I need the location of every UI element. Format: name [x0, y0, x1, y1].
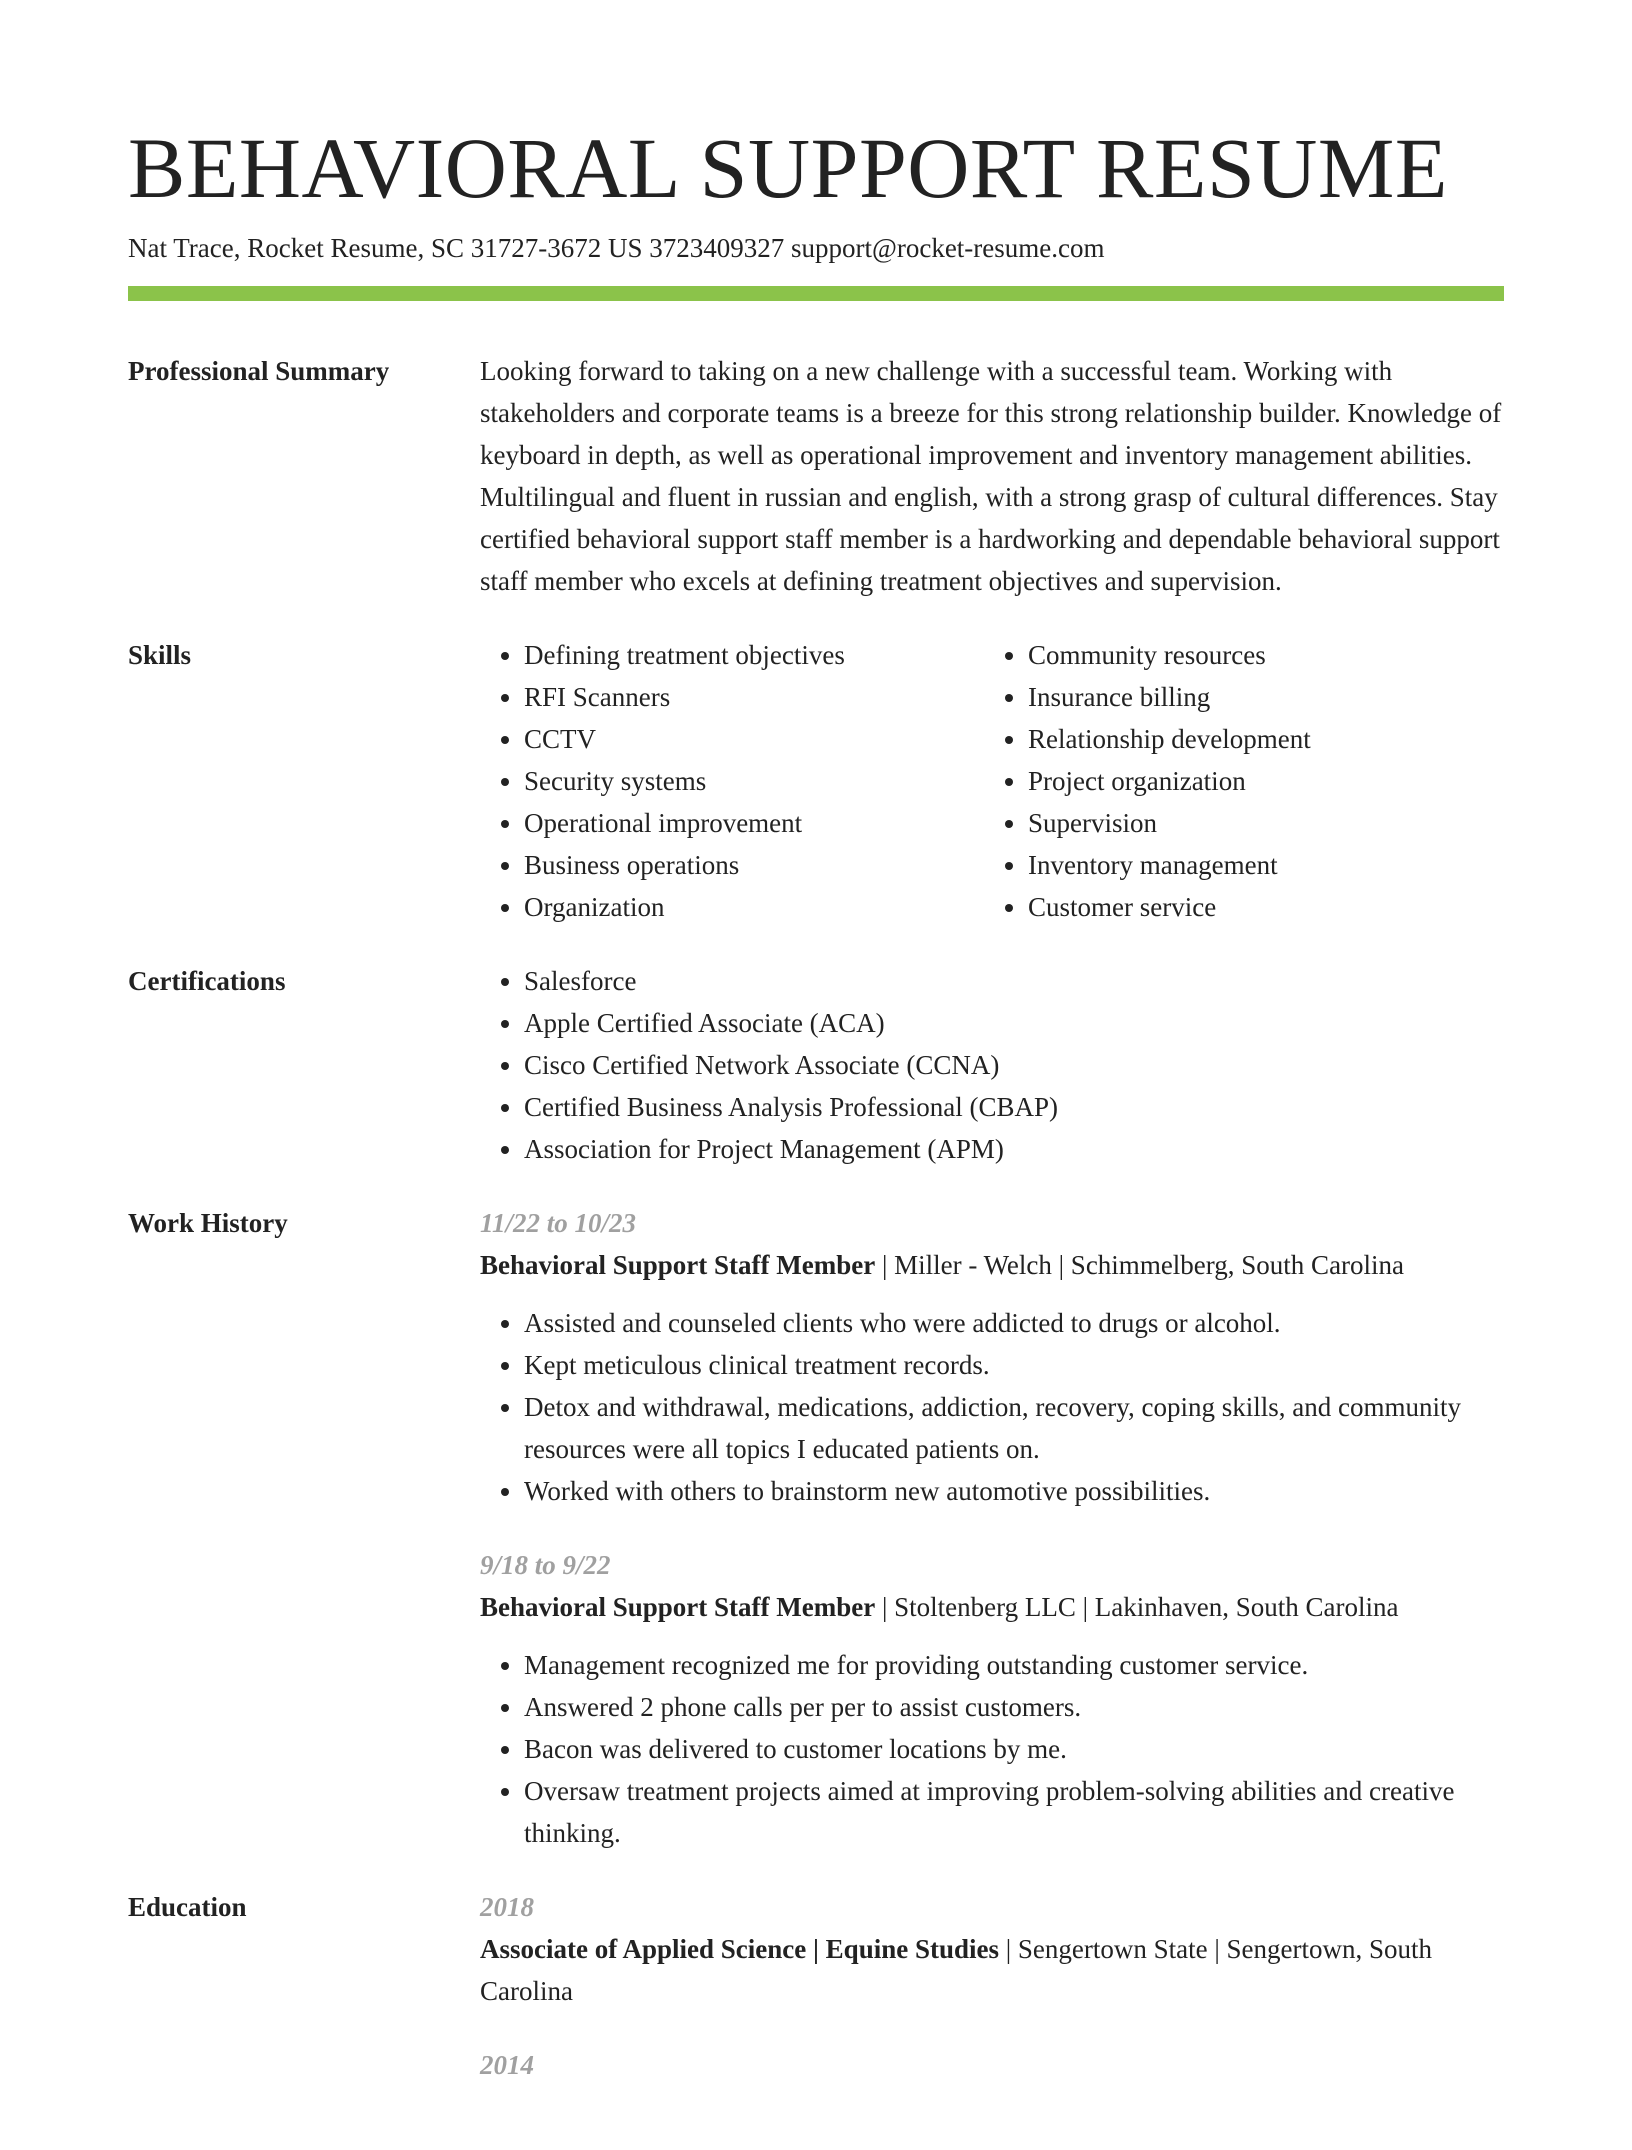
- job-bullet: • Detox and withdrawal, medications, addiction, recovery, coping skills, and community resources were all topics I educated patients on.: [524, 1386, 1504, 1470]
- skills-list-right: [984, 634, 1488, 928]
- job-bullet: • Bacon was delivered to customer locations by me.: [524, 1728, 1504, 1770]
- job-details: | Stoltenberg LLC | Lakinhaven, South Carolina: [875, 1592, 1399, 1622]
- skill-item: • Supervision: [1028, 802, 1488, 844]
- education-heading: [480, 1928, 1504, 2012]
- work-history-body: [480, 1202, 1504, 1854]
- job-entry: [480, 1202, 1504, 1512]
- skills-section: [128, 634, 1504, 928]
- education-details: | Sengertown State | Sengertown, South Carolina: [480, 1934, 1433, 2006]
- certifications-list: [480, 960, 1504, 1170]
- skill-item: • Security systems: [524, 760, 984, 802]
- skill-item: • Business operations: [524, 844, 984, 886]
- skill-item: • Defining treatment objectives: [524, 634, 984, 676]
- skills-label: Skills: [128, 640, 192, 670]
- accent-divider: [128, 286, 1504, 301]
- job-title: Behavioral Support Staff Member: [480, 1592, 876, 1622]
- skill-item: • RFI Scanners: [524, 676, 984, 718]
- education-section: [128, 1886, 1504, 2118]
- job-heading: [480, 1586, 1504, 1628]
- summary-body: [480, 350, 1504, 602]
- job-bullet: • Worked with others to brainstorm new automotive possibilities.: [524, 1470, 1504, 1512]
- job-dates: 11/22 to 10/23: [480, 1208, 637, 1238]
- certifications-body: [480, 960, 1504, 1170]
- job-heading: [480, 1244, 1504, 1286]
- summary-label: Professional Summary: [128, 356, 390, 386]
- skill-item: • Operational improvement: [524, 802, 984, 844]
- work-history-section: [128, 1202, 1504, 1854]
- certification-item: • Association for Project Management (APM): [524, 1128, 1504, 1170]
- skill-item: • Community resources: [1028, 634, 1488, 676]
- resume-title: BEHAVIORAL SUPPORT RESUME: [128, 120, 1448, 216]
- skills-list-left: [480, 634, 984, 928]
- job-bullet: • Kept meticulous clinical treatment records.: [524, 1344, 1504, 1386]
- skill-item: • Project organization: [1028, 760, 1488, 802]
- job-bullet: • Oversaw treatment projects aimed at improving problem-solving abilities and creative thinking.: [524, 1770, 1504, 1854]
- education-label: Education: [128, 1892, 247, 1922]
- contact-line: Nat Trace, Rocket Resume, SC 31727-3672 US 3723409327 support@rocket-resume.com: [128, 233, 1105, 263]
- job-bullets: [480, 1302, 1504, 1512]
- job-bullet: • Management recognized me for providing outstanding customer service.: [524, 1644, 1504, 1686]
- skill-item: • Relationship development: [1028, 718, 1488, 760]
- certification-item: • Certified Business Analysis Professional (CBAP): [524, 1086, 1504, 1128]
- job-bullet: • Assisted and counseled clients who were addicted to drugs or alcohol.: [524, 1302, 1504, 1344]
- work-history-label: Work History: [128, 1208, 288, 1238]
- job-title: Behavioral Support Staff Member: [480, 1250, 876, 1280]
- resume-content: [128, 350, 1504, 2150]
- education-body: [480, 1886, 1504, 2118]
- skill-item: • CCTV: [524, 718, 984, 760]
- certification-item: • Apple Certified Associate (ACA): [524, 1002, 1504, 1044]
- certifications-section: [128, 960, 1504, 1170]
- skill-item: • Inventory management: [1028, 844, 1488, 886]
- education-degree: Associate of Applied Science | Equine Studies: [480, 1934, 999, 1964]
- job-bullet: • Answered 2 phone calls per per to assist customers.: [524, 1686, 1504, 1728]
- job-bullets: [480, 1644, 1504, 1854]
- skill-item: • Insurance billing: [1028, 676, 1488, 718]
- job-entry: [480, 1544, 1504, 1854]
- skill-item: • Organization: [524, 886, 984, 928]
- certification-item: • Salesforce: [524, 960, 1504, 1002]
- job-dates: 9/18 to 9/22: [480, 1550, 611, 1580]
- certification-item: • Cisco Certified Network Associate (CCNA): [524, 1044, 1504, 1086]
- summary-section: [128, 350, 1504, 602]
- education-entry: [480, 2044, 1504, 2086]
- job-details: | Miller - Welch | Schimmelberg, South Carolina: [875, 1250, 1405, 1280]
- skill-item: • Customer service: [1028, 886, 1488, 928]
- education-entry: [480, 1886, 1504, 2012]
- skills-body: [480, 634, 1504, 928]
- certifications-label: Certifications: [128, 966, 286, 996]
- education-year: 2018: [480, 1892, 534, 1922]
- summary-text: Looking forward to taking on a new challenge with a successful team. Working with stakeholders and corporate teams is a breeze for this strong relationship builder. Knowledge of keyboard in depth, as well as operational improvement and inventory management abilities. Multilingual and fluent in russian and english, with a strong grasp of cultural differences. Stay certified behavioral support staff member is a hardworking and dependable behavioral support staff member who excels at defining treatment objectives and supervision.: [480, 356, 1502, 596]
- education-year: 2014: [480, 2050, 534, 2080]
